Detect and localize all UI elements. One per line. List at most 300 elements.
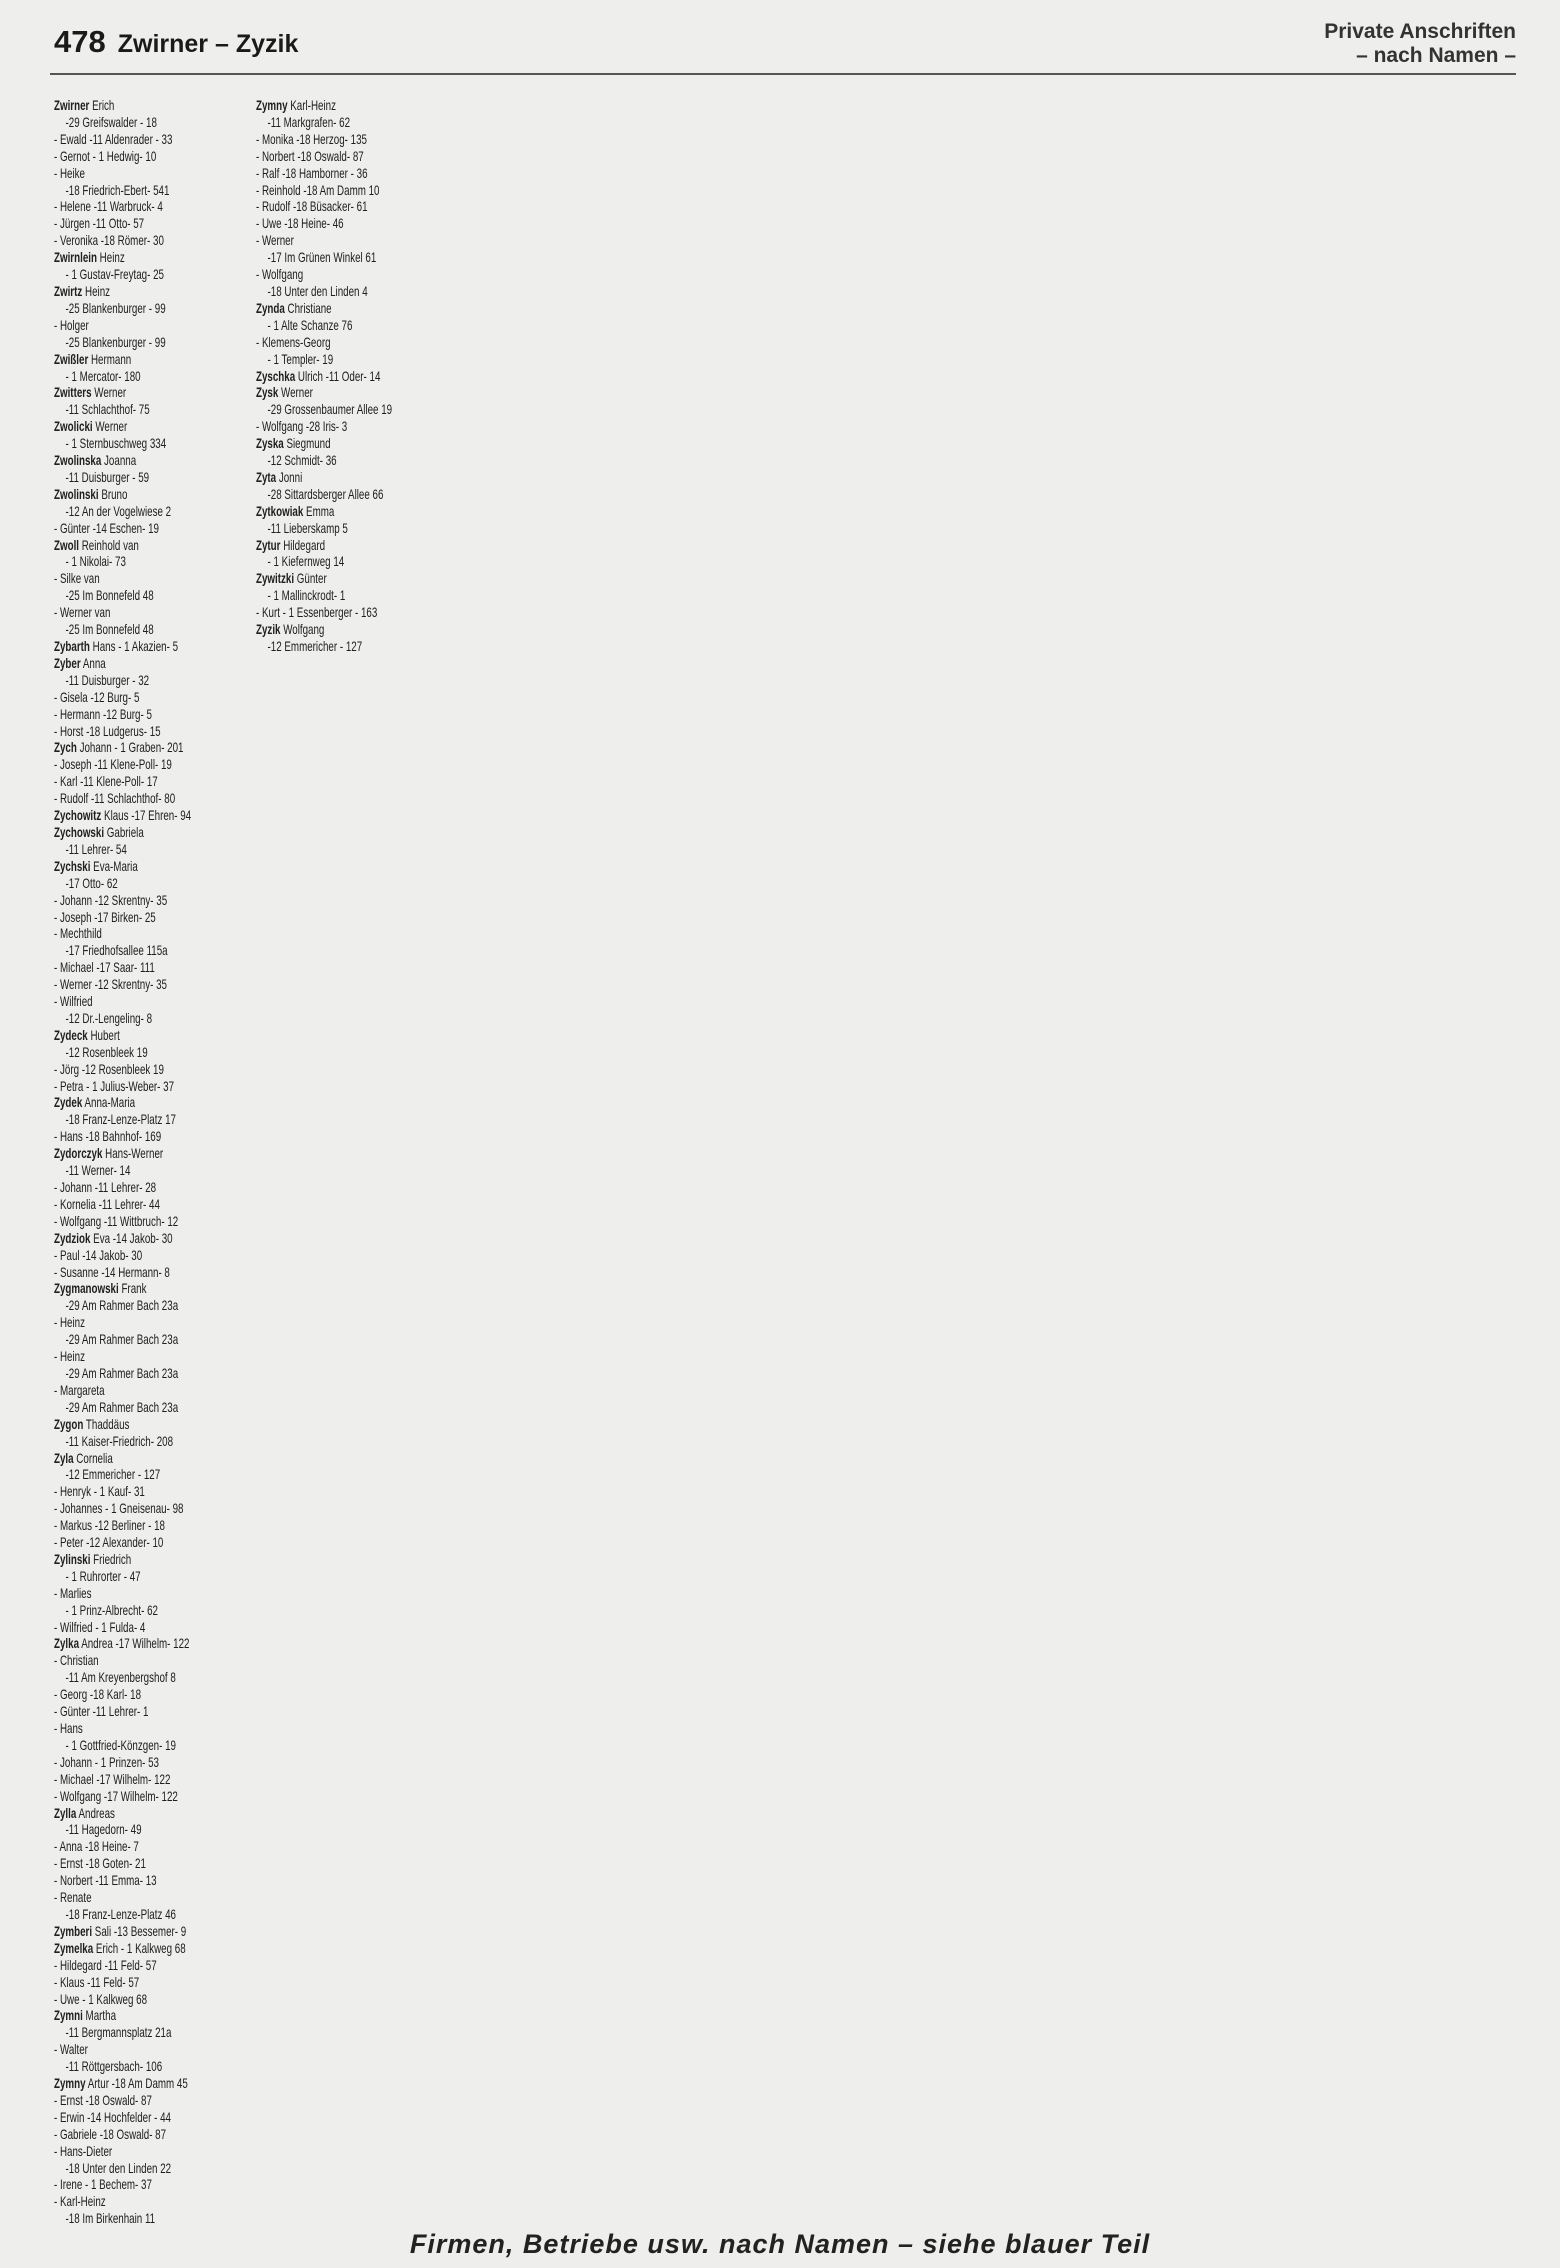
entry-text: - Veronika -18 Römer- 30: [54, 233, 164, 249]
entry-text: -11 Werner- 14: [65, 1163, 131, 1179]
listing-entry: [54, 149, 191, 166]
listing-entry: [54, 1518, 191, 1535]
entry-address-line: [54, 1366, 191, 1383]
entry-first-line: [54, 487, 191, 504]
entry-first-line: [54, 1620, 191, 1637]
entry-first-line: [54, 639, 191, 656]
page-header-left: [54, 24, 298, 60]
entry-first-line: [54, 2093, 191, 2110]
entry-text: - Werner -12 Skrentny- 35: [54, 977, 167, 993]
entry-text: Andreas: [78, 1805, 115, 1821]
listing-entry: [256, 233, 392, 267]
entry-first-line: [54, 994, 191, 1011]
listing-entry: [54, 1806, 191, 1840]
entry-first-line: [54, 2177, 191, 2194]
surname: Zymberi: [54, 1923, 93, 1939]
entry-text: - Wolfgang -11 Wittbruch- 12: [54, 1213, 179, 1229]
listing-entry: [54, 2076, 191, 2093]
entry-first-line: [256, 166, 392, 183]
entry-address-line: [54, 1738, 191, 1755]
surname: Zylinski: [54, 1551, 91, 1567]
entry-first-line: [256, 301, 392, 318]
surname: Zymni: [54, 2008, 83, 2024]
entry-text: -11 Hagedorn- 49: [65, 1822, 142, 1838]
entry-text: - Ewald -11 Aldenrader - 33: [54, 131, 173, 147]
surname: Zysk: [256, 385, 279, 401]
entry-text: - Silke van: [54, 571, 100, 587]
listing-entry: [54, 1028, 191, 1062]
entry-text: -11 Duisburger - 59: [65, 469, 150, 485]
entry-first-line: [256, 436, 392, 453]
listing-entry: [54, 233, 191, 250]
entry-text: Frank: [121, 1281, 147, 1297]
entry-address-line: [54, 1434, 191, 1451]
listing-entry: [54, 1231, 191, 1248]
surname: Zyzik: [256, 622, 281, 638]
entry-text: - Horst -18 Ludgerus- 15: [54, 723, 161, 739]
listing-entry: [54, 1535, 191, 1552]
listing-entry: [54, 605, 191, 639]
entry-text: - Johannes - 1 Gneisenau- 98: [54, 1501, 184, 1517]
entry-text: -12 Dr.-Lengeling- 8: [65, 1010, 153, 1026]
entry-text: - Hermann -12 Burg- 5: [54, 706, 152, 722]
entry-text: - Marlies: [54, 1585, 92, 1601]
entry-text: -11 Markgrafen- 62: [267, 114, 351, 130]
listing-entry: [54, 385, 191, 419]
entry-address-line: [54, 1603, 191, 1620]
entry-first-line: [54, 1501, 191, 1518]
entry-text: - Hans: [54, 1721, 83, 1736]
surname: Zymny: [54, 2076, 86, 2092]
listing-entry: [54, 1586, 191, 1620]
entry-text: - Helene -11 Warbruck- 4: [54, 199, 163, 215]
entry-text: Ulrich -11 Oder- 14: [297, 368, 381, 384]
entry-text: Jonni: [278, 469, 303, 485]
entry-text: -17 Im Grünen Winkel 61: [267, 250, 377, 266]
page-range: Zwirner – Zyzik: [117, 30, 299, 58]
entry-text: Günter: [296, 571, 327, 587]
entry-first-line: [54, 419, 191, 436]
entry-first-line: [256, 267, 392, 284]
listing-entry: [54, 1975, 191, 1992]
surname: Zyska: [256, 436, 284, 452]
entry-text: -12 Emmericher - 127: [65, 1467, 161, 1483]
entry-text: - Gabriele -18 Oswald- 87: [54, 2126, 167, 2142]
entry-text: -11 Duisburger - 32: [65, 672, 150, 688]
entry-text: - Heike: [54, 165, 86, 181]
listing-entry: [54, 757, 191, 774]
entry-text: Hans-Werner: [105, 1146, 164, 1162]
entry-text: Hans - 1 Akazien- 5: [92, 639, 179, 654]
listing-entry: [256, 470, 392, 504]
entry-address-line: [256, 250, 392, 267]
entry-text: - Wilfried - 1 Fulda- 4: [54, 1619, 146, 1635]
entry-text: Heinz: [85, 283, 111, 299]
entry-text: - Günter -14 Eschen- 19: [54, 520, 159, 536]
entry-text: - Wolfgang -17 Wilhelm- 122: [54, 1788, 178, 1804]
entry-text: Klaus -17 Ehren- 94: [104, 808, 192, 824]
listing-entry: [54, 2110, 191, 2127]
entry-text: - 1 Templer- 19: [267, 351, 334, 367]
listing-entry: [54, 318, 191, 352]
surname: Zychowitz: [54, 808, 102, 824]
listing-entry: [54, 1484, 191, 1501]
listing-entry: [54, 1281, 191, 1315]
listing-entry: [54, 639, 191, 656]
listing-entry: [54, 487, 191, 521]
entry-first-line: [54, 453, 191, 470]
listing-entry: [54, 1772, 191, 1789]
entry-text: - Kornelia -11 Lehrer- 44: [54, 1196, 160, 1212]
entry-first-line: [54, 250, 191, 267]
entry-text: -29 Am Rahmer Bach 23a: [65, 1365, 179, 1381]
entry-first-line: [54, 1451, 191, 1468]
entry-text: -12 Emmericher - 127: [267, 639, 363, 654]
entry-text: - 1 Nikolai- 73: [65, 554, 126, 570]
entry-first-line: [54, 859, 191, 876]
entry-address-line: [256, 453, 392, 470]
entry-text: -25 Blankenburger - 99: [65, 300, 166, 316]
listing-entry: [54, 1248, 191, 1265]
entry-text: - Petra - 1 Julius-Weber- 37: [54, 1078, 175, 1094]
listing-entry: [54, 1265, 191, 1282]
surname: Zwißler: [54, 351, 89, 367]
listing-entry: [54, 656, 191, 690]
entry-text: -25 Im Bonnefeld 48: [65, 622, 154, 638]
entry-first-line: [54, 1755, 191, 1772]
entry-address-line: [54, 115, 191, 132]
surname: Zwirner: [54, 98, 90, 113]
entry-text: - Werner: [256, 233, 294, 249]
entry-text: -18 Franz-Lenze-Platz 17: [65, 1112, 176, 1128]
entry-text: - Heinz: [54, 1315, 86, 1331]
entry-first-line: [54, 1079, 191, 1096]
listing-entry: [54, 1873, 191, 1890]
surname: Zwitters: [54, 385, 92, 401]
entry-text: Wolfgang: [283, 622, 325, 638]
entry-first-line: [54, 1518, 191, 1535]
entry-text: -11 Schlachthof- 75: [65, 402, 150, 418]
listing-entry: [54, 1721, 191, 1755]
listing-entry: [54, 216, 191, 233]
entry-text: Anna: [82, 655, 106, 671]
entry-first-line: [54, 1315, 191, 1332]
entry-text: -12 An der Vogelwiese 2: [65, 503, 172, 519]
listing-entry: [256, 267, 392, 301]
listing-entry: [54, 1552, 191, 1586]
entry-text: -17 Friedhofsallee 115a: [65, 943, 168, 959]
entry-text: -18 Friedrich-Ebert- 541: [65, 182, 170, 198]
entry-text: - Monika -18 Herzog- 135: [256, 131, 367, 147]
entry-address-line: [54, 673, 191, 690]
listing-entry: [256, 199, 392, 216]
listing-entry: [54, 1856, 191, 1873]
entry-text: Andrea -17 Wilhelm- 122: [81, 1636, 190, 1652]
entry-first-line: [54, 1281, 191, 1298]
listing-entry: [54, 1501, 191, 1518]
entry-text: - Jürgen -11 Otto- 57: [54, 216, 145, 232]
entry-text: - Johann -12 Skrentny- 35: [54, 892, 168, 908]
entry-text: - 1 Ruhrorter - 47: [65, 1568, 141, 1584]
listing-entry: [54, 1451, 191, 1485]
surname: Zytkowiak: [256, 503, 304, 519]
entry-first-line: [54, 1129, 191, 1146]
entry-first-line: [54, 757, 191, 774]
entry-text: Gabriela: [106, 824, 144, 840]
entry-text: -18 Im Birkenhain 11: [65, 2211, 156, 2227]
surname: Zwoll: [54, 537, 80, 553]
entry-text: Siegmund: [286, 436, 331, 452]
listing-entry: [54, 1197, 191, 1214]
listing-entry: [256, 301, 392, 335]
entry-address-line: [54, 1907, 191, 1924]
entry-address-line: [54, 1400, 191, 1417]
entry-text: Bruno: [101, 486, 128, 502]
entry-first-line: [54, 149, 191, 166]
entry-address-line: [54, 842, 191, 859]
entry-first-line: [54, 960, 191, 977]
entry-first-line: [54, 132, 191, 149]
listing-entry: [54, 538, 191, 572]
entry-first-line: [54, 1248, 191, 1265]
listing-entry: [54, 1755, 191, 1772]
entry-text: -29 Am Rahmer Bach 23a: [65, 1298, 179, 1314]
entry-first-line: [54, 1704, 191, 1721]
entry-text: - Rudolf -18 Büsacker- 61: [256, 199, 368, 215]
entry-text: - Anna -18 Heine- 7: [54, 1839, 139, 1855]
listing-entry: [54, 707, 191, 724]
entry-first-line: [54, 791, 191, 808]
listing-entry: [54, 199, 191, 216]
listing-entry: [54, 1924, 191, 1941]
entry-first-line: [256, 385, 392, 402]
surname: Zydziok: [54, 1230, 91, 1246]
surname: Zwirnlein: [54, 250, 97, 266]
entry-text: Joanna: [104, 453, 137, 469]
entry-first-line: [54, 1653, 191, 1670]
entry-text: - Karl-Heinz: [54, 2194, 106, 2210]
entry-first-line: [54, 605, 191, 622]
listing-column-1: [54, 98, 191, 2228]
entry-address-line: [256, 115, 392, 132]
surname: Zywitzki: [256, 571, 295, 587]
entry-address-line: [54, 2161, 191, 2178]
entry-text: Heinz: [99, 250, 125, 266]
page-number: 478: [54, 24, 106, 59]
entry-text: - Uwe - 1 Kalkweg 68: [54, 1991, 148, 2007]
listing-entry: [54, 690, 191, 707]
entry-first-line: [54, 893, 191, 910]
entry-first-line: [54, 707, 191, 724]
surname: Zygon: [54, 1416, 84, 1432]
entry-text: - Uwe -18 Heine- 46: [256, 216, 344, 232]
entry-text: - Wolfgang -28 Iris- 3: [256, 419, 348, 435]
listing-entry: [54, 284, 191, 318]
entry-address-line: [54, 1112, 191, 1129]
listing-entry: [54, 2194, 191, 2228]
listing-entry: [54, 571, 191, 605]
entry-first-line: [54, 538, 191, 555]
listing-entry: [54, 166, 191, 200]
entry-first-line: [54, 977, 191, 994]
entry-first-line: [54, 724, 191, 741]
listing-entry: [54, 2008, 191, 2042]
entry-address-line: [54, 876, 191, 893]
entry-address-line: [54, 402, 191, 419]
entry-text: -18 Unter den Linden 4: [267, 283, 368, 299]
entry-first-line: [256, 183, 392, 200]
listing-entry: [256, 132, 392, 149]
entry-text: Erich - 1 Kalkweg 68: [95, 1940, 186, 1956]
entry-first-line: [54, 233, 191, 250]
entry-first-line: [54, 1806, 191, 1823]
entry-address-line: [54, 470, 191, 487]
entry-text: - Peter -12 Alexander- 10: [54, 1535, 164, 1551]
entry-text: -29 Greifswalder - 18: [65, 114, 157, 130]
surname: Zychowski: [54, 824, 105, 840]
entry-first-line: [54, 352, 191, 369]
surname: Zych: [54, 740, 77, 756]
entry-text: - Holger: [54, 317, 89, 333]
entry-text: - Rudolf -11 Schlachthof- 80: [54, 791, 176, 807]
entry-text: - Erwin -14 Hochfelder - 44: [54, 2109, 171, 2125]
entry-text: -29 Am Rahmer Bach 23a: [65, 1332, 179, 1348]
listing-entry: [54, 926, 191, 960]
listing-entry: [54, 98, 191, 132]
entry-text: - Ralf -18 Hamborner - 36: [256, 165, 368, 181]
surname: Zybarth: [54, 639, 90, 654]
listing-entry: [54, 1079, 191, 1096]
surname: Zymny: [256, 98, 288, 113]
entry-address-line: [54, 943, 191, 960]
entry-first-line: [256, 149, 392, 166]
listing-entry: [54, 825, 191, 859]
listing-entry: [256, 436, 392, 470]
entry-first-line: [54, 1265, 191, 1282]
listing-entry: [54, 1180, 191, 1197]
listing-entry: [256, 571, 392, 605]
header-rule: [50, 73, 1516, 75]
listing-entry: [256, 622, 392, 656]
surname: Zyla: [54, 1450, 74, 1466]
listing-entry: [54, 453, 191, 487]
entry-first-line: [54, 98, 191, 115]
entry-address-line: [54, 1569, 191, 1586]
entry-first-line: [54, 166, 191, 183]
entry-first-line: [256, 538, 392, 555]
entry-text: - Markus -12 Berliner - 18: [54, 1518, 165, 1534]
listing-entry: [54, 1789, 191, 1806]
entry-text: Karl-Heinz: [290, 98, 336, 113]
entry-first-line: [54, 318, 191, 335]
listing-entry: [54, 1636, 191, 1653]
entry-text: - Günter -11 Lehrer- 1: [54, 1704, 149, 1720]
entry-first-line: [256, 504, 392, 521]
listing-entry: [54, 1062, 191, 1079]
entry-text: - 1 Mercator- 180: [65, 368, 141, 384]
entry-first-line: [54, 825, 191, 842]
entry-text: - Werner van: [54, 605, 111, 621]
entry-first-line: [54, 2110, 191, 2127]
entry-first-line: [54, 2194, 191, 2211]
listing-entry: [54, 1890, 191, 1924]
entry-text: -18 Unter den Linden 22: [65, 2160, 172, 2176]
entry-first-line: [54, 1975, 191, 1992]
entry-text: - Heinz: [54, 1349, 86, 1365]
entry-text: Hermann: [90, 351, 132, 367]
entry-address-line: [54, 369, 191, 386]
entry-text: - Norbert -18 Oswald- 87: [256, 148, 364, 164]
entry-first-line: [54, 1231, 191, 1248]
entry-text: - Michael -17 Saar- 111: [54, 960, 155, 976]
entry-first-line: [54, 1992, 191, 2009]
surname: Zyta: [256, 469, 277, 485]
listing-entry: [256, 98, 392, 132]
entry-first-line: [54, 1721, 191, 1738]
entry-text: - Christian: [54, 1653, 99, 1669]
surname: Zyschka: [256, 368, 296, 384]
entry-text: -11 Kaiser-Friedrich- 208: [65, 1433, 174, 1449]
entry-text: - Norbert -11 Emma- 13: [54, 1873, 157, 1889]
entry-first-line: [54, 1687, 191, 1704]
listing-entry: [256, 385, 392, 419]
listing-entry: [54, 724, 191, 741]
entry-address-line: [54, 183, 191, 200]
entry-text: Emma: [306, 503, 335, 519]
entry-first-line: [54, 1197, 191, 1214]
entry-text: - Henryk - 1 Kauf- 31: [54, 1484, 145, 1500]
entry-text: Friedrich: [93, 1551, 132, 1567]
entry-first-line: [54, 1941, 191, 1958]
entry-text: Werner: [94, 385, 127, 401]
entry-address-line: [54, 2059, 191, 2076]
entry-first-line: [54, 774, 191, 791]
entry-text: - Paul -14 Jakob- 30: [54, 1247, 143, 1263]
listing-entry: [54, 2144, 191, 2178]
entry-text: - Klaus -11 Feld- 57: [54, 1974, 140, 1990]
surname: Zyber: [54, 655, 81, 671]
listing-entry: [54, 1941, 191, 1958]
entry-address-line: [54, 622, 191, 639]
entry-text: - 1 Gustav-Freytag- 25: [65, 267, 164, 283]
section-title-line1: Private Anschriften: [1324, 20, 1516, 43]
entry-text: Reinhold van: [81, 537, 139, 553]
entry-text: -11 Am Kreyenbergshof 8: [65, 1670, 176, 1686]
listing-entry: [256, 216, 392, 233]
listing-entry: [54, 1620, 191, 1637]
surname: Zymelka: [54, 1940, 94, 1956]
entry-first-line: [54, 690, 191, 707]
entry-first-line: [256, 419, 392, 436]
listing-entry: [54, 1214, 191, 1231]
entry-first-line: [54, 1789, 191, 1806]
entry-text: Werner: [281, 385, 313, 401]
listing-entry: [256, 419, 392, 436]
entry-text: -29 Grossenbaumer Allee 19: [267, 402, 393, 418]
entry-address-line: [256, 588, 392, 605]
listing-entry: [54, 2177, 191, 2194]
entry-text: Johann - 1 Graben- 201: [79, 740, 184, 756]
entry-first-line: [54, 2008, 191, 2025]
entry-first-line: [54, 1586, 191, 1603]
surname: Zytur: [256, 537, 281, 553]
listing-entry: [54, 1095, 191, 1129]
listing-entry: [54, 2127, 191, 2144]
entry-text: - 1 Kiefernweg 14: [267, 554, 345, 570]
entry-first-line: [54, 1772, 191, 1789]
listing-entry: [54, 132, 191, 149]
entry-first-line: [54, 1636, 191, 1653]
